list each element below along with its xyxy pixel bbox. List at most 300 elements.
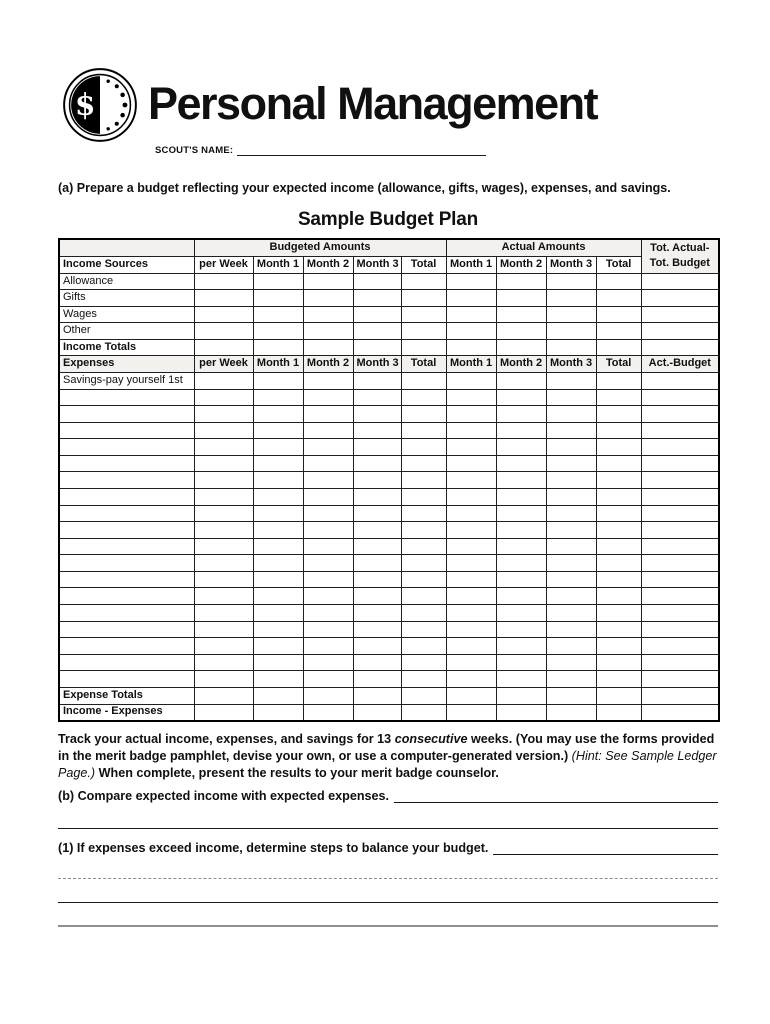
blank-cell[interactable] (546, 472, 596, 489)
blank-cell[interactable] (303, 505, 353, 522)
blank-cell[interactable] (496, 605, 546, 622)
blank-cell[interactable] (446, 339, 496, 356)
blank-cell[interactable] (596, 422, 641, 439)
blank-cell[interactable] (401, 306, 446, 323)
blank-cell[interactable] (546, 555, 596, 572)
blank-cell[interactable] (303, 522, 353, 539)
track-hint-italic: (Hint: See Sample Ledger Page.) (58, 749, 717, 780)
blank-cell[interactable] (253, 704, 303, 721)
blank-cell[interactable] (253, 422, 303, 439)
blank-cell[interactable] (546, 439, 596, 456)
blank-cell[interactable] (353, 372, 401, 389)
blank-cell[interactable] (303, 323, 353, 340)
blank-cell[interactable] (194, 389, 253, 406)
blank-cell[interactable] (303, 621, 353, 638)
blank-cell[interactable] (401, 439, 446, 456)
blank-cell[interactable] (596, 671, 641, 688)
blank-cell[interactable] (446, 489, 496, 506)
blank-cell[interactable] (546, 654, 596, 671)
blank-cell[interactable] (194, 505, 253, 522)
blank-cell[interactable] (194, 522, 253, 539)
blank-cell[interactable] (596, 489, 641, 506)
empty-expense-row (59, 422, 719, 439)
blank-cell[interactable] (303, 555, 353, 572)
blank-cell[interactable] (194, 654, 253, 671)
blank-cell[interactable] (194, 671, 253, 688)
blank-cell[interactable] (194, 538, 253, 555)
blank-cell[interactable] (446, 522, 496, 539)
blank-cell[interactable] (446, 389, 496, 406)
blank-cell[interactable] (596, 522, 641, 539)
blank-cell[interactable] (353, 588, 401, 605)
blank-cell[interactable] (194, 588, 253, 605)
blank-cell[interactable] (546, 687, 596, 704)
blank-cell[interactable] (303, 538, 353, 555)
blank-cell[interactable] (401, 704, 446, 721)
blank-cell[interactable] (401, 538, 446, 555)
blank-cell[interactable] (546, 489, 596, 506)
blank-cell[interactable] (401, 505, 446, 522)
blank-cell[interactable] (596, 406, 641, 423)
blank-cell[interactable] (303, 638, 353, 655)
blank-cell[interactable] (401, 522, 446, 539)
blank-cell[interactable] (496, 372, 546, 389)
blank-cell[interactable] (303, 339, 353, 356)
blank-cell[interactable] (641, 687, 719, 704)
empty-expense-row (59, 605, 719, 622)
blank-cell[interactable] (641, 621, 719, 638)
blank-cell[interactable] (401, 422, 446, 439)
answer-line[interactable] (58, 925, 718, 927)
blank-cell[interactable] (641, 704, 719, 721)
blank-cell[interactable] (546, 621, 596, 638)
blank-cell[interactable] (401, 339, 446, 356)
blank-cell[interactable] (546, 290, 596, 307)
blank-cell[interactable] (446, 406, 496, 423)
row-label (59, 422, 194, 439)
blank-cell[interactable] (353, 273, 401, 290)
blank-cell[interactable] (496, 472, 546, 489)
blank-cell[interactable] (353, 306, 401, 323)
blank-cell[interactable] (496, 489, 546, 506)
blank-cell[interactable] (353, 505, 401, 522)
answer-line[interactable] (58, 902, 718, 903)
blank-cell[interactable] (253, 505, 303, 522)
blank-cell[interactable] (303, 588, 353, 605)
blank-cell[interactable] (446, 472, 496, 489)
blank-cell[interactable] (401, 455, 446, 472)
blank-cell[interactable] (401, 571, 446, 588)
blank-cell[interactable] (446, 290, 496, 307)
blank-cell[interactable] (194, 455, 253, 472)
blank-cell[interactable] (496, 621, 546, 638)
blank-cell[interactable] (641, 339, 719, 356)
blank-cell[interactable] (596, 687, 641, 704)
blank-cell[interactable] (253, 339, 303, 356)
blank-cell[interactable] (253, 687, 303, 704)
row-label (59, 671, 194, 688)
blank-cell[interactable] (546, 323, 596, 340)
scout-name-blank[interactable] (237, 144, 486, 156)
blank-cell[interactable] (496, 273, 546, 290)
blank-cell[interactable] (546, 571, 596, 588)
blank-cell[interactable] (641, 571, 719, 588)
blank-cell[interactable] (496, 638, 546, 655)
blank-cell[interactable] (253, 671, 303, 688)
blank-cell[interactable] (353, 522, 401, 539)
blank-cell[interactable] (303, 273, 353, 290)
blank-cell[interactable] (496, 538, 546, 555)
blank-cell[interactable] (496, 439, 546, 456)
blank-cell[interactable] (253, 588, 303, 605)
blank-cell[interactable] (353, 472, 401, 489)
blank-cell[interactable] (401, 638, 446, 655)
empty-expense-row (59, 571, 719, 588)
blank-cell[interactable] (401, 588, 446, 605)
blank-cell[interactable] (303, 671, 353, 688)
row-label (59, 571, 194, 588)
blank-cell[interactable] (353, 704, 401, 721)
requirement-b1-row (58, 841, 718, 855)
blank-cell[interactable] (401, 472, 446, 489)
blank-cell[interactable] (596, 638, 641, 655)
blank-cell[interactable] (546, 306, 596, 323)
blank-cell[interactable] (194, 422, 253, 439)
blank-cell[interactable] (353, 671, 401, 688)
blank-cell[interactable] (546, 522, 596, 539)
blank-cell[interactable] (303, 704, 353, 721)
blank-cell[interactable] (596, 605, 641, 622)
blank-cell[interactable] (303, 605, 353, 622)
blank-cell[interactable] (546, 422, 596, 439)
total-header-line2: Tot. Budget (649, 257, 710, 270)
empty-expense-row (59, 489, 719, 506)
blank-cell[interactable] (596, 472, 641, 489)
blank-cell[interactable] (194, 605, 253, 622)
blank-cell[interactable] (253, 389, 303, 406)
empty-expense-row (59, 588, 719, 605)
blank-cell[interactable] (496, 290, 546, 307)
blank-cell[interactable] (641, 654, 719, 671)
blank-cell[interactable] (546, 538, 596, 555)
blank-cell[interactable] (596, 621, 641, 638)
empty-expense-row (59, 406, 719, 423)
blank-cell[interactable] (546, 505, 596, 522)
blank-cell[interactable] (446, 654, 496, 671)
blank-cell[interactable] (353, 687, 401, 704)
blank-cell[interactable] (194, 439, 253, 456)
blank-cell[interactable] (303, 406, 353, 423)
empty-expense-row (59, 555, 719, 572)
row-label (59, 654, 194, 671)
blank-cell[interactable] (446, 306, 496, 323)
blank-cell[interactable] (253, 621, 303, 638)
blank-cell[interactable] (641, 588, 719, 605)
blank-cell[interactable] (353, 290, 401, 307)
blank-cell[interactable] (353, 538, 401, 555)
blank-cell[interactable] (496, 455, 546, 472)
blank-cell[interactable] (353, 406, 401, 423)
blank-cell[interactable] (253, 290, 303, 307)
blank-cell[interactable] (641, 455, 719, 472)
blank-cell[interactable] (353, 323, 401, 340)
blank-cell[interactable] (303, 389, 353, 406)
blank-cell[interactable] (546, 455, 596, 472)
blank-cell[interactable] (401, 323, 446, 340)
blank-cell[interactable] (446, 455, 496, 472)
blank-cell[interactable] (303, 290, 353, 307)
budgeted-amounts-header: Budgeted Amounts (194, 239, 446, 256)
blank-cell[interactable] (596, 571, 641, 588)
blank-cell[interactable] (194, 406, 253, 423)
blank-cell[interactable] (496, 505, 546, 522)
blank-cell[interactable] (253, 306, 303, 323)
blank-cell[interactable] (401, 406, 446, 423)
blank-cell[interactable] (303, 472, 353, 489)
blank-cell[interactable] (596, 273, 641, 290)
column-header: Month 3 (353, 256, 401, 273)
blank-cell[interactable] (596, 555, 641, 572)
requirement-b1-answer-blank[interactable] (493, 842, 718, 855)
blank-cell[interactable] (353, 638, 401, 655)
blank-cell[interactable] (446, 571, 496, 588)
blank-cell[interactable] (253, 489, 303, 506)
blank-cell[interactable] (596, 538, 641, 555)
blank-cell[interactable] (446, 372, 496, 389)
blank-cell[interactable] (446, 422, 496, 439)
blank-cell[interactable] (641, 323, 719, 340)
empty-expense-row (59, 505, 719, 522)
blank-cell[interactable] (446, 621, 496, 638)
blank-cell[interactable] (446, 555, 496, 572)
blank-cell[interactable] (194, 372, 253, 389)
blank-cell[interactable] (401, 654, 446, 671)
blank-cell[interactable] (546, 389, 596, 406)
blank-cell[interactable] (641, 273, 719, 290)
blank-cell[interactable] (546, 372, 596, 389)
blank-cell[interactable] (446, 538, 496, 555)
blank-cell[interactable] (253, 571, 303, 588)
blank-cell[interactable] (353, 621, 401, 638)
blank-cell[interactable] (496, 671, 546, 688)
column-header: Month 1 (446, 356, 496, 373)
blank-cell[interactable] (303, 571, 353, 588)
blank-cell[interactable] (303, 306, 353, 323)
blank-cell[interactable] (253, 406, 303, 423)
blank-cell[interactable] (496, 306, 546, 323)
blank-cell[interactable] (401, 372, 446, 389)
blank-cell[interactable] (194, 571, 253, 588)
blank-cell[interactable] (353, 605, 401, 622)
blank-cell[interactable] (446, 588, 496, 605)
blank-cell[interactable] (446, 687, 496, 704)
blank-cell[interactable] (401, 671, 446, 688)
blank-cell[interactable] (496, 522, 546, 539)
blank-cell[interactable] (596, 704, 641, 721)
blank-cell[interactable] (641, 671, 719, 688)
answer-line[interactable] (58, 878, 718, 879)
blank-cell[interactable] (641, 389, 719, 406)
blank-cell[interactable] (496, 588, 546, 605)
actual-amounts-header: Actual Amounts (446, 239, 641, 256)
blank-cell[interactable] (401, 273, 446, 290)
blank-cell[interactable] (496, 406, 546, 423)
column-header: Month 2 (496, 256, 546, 273)
blank-cell[interactable] (401, 290, 446, 307)
blank-cell[interactable] (546, 605, 596, 622)
blank-cell[interactable] (596, 306, 641, 323)
blank-cell[interactable] (194, 306, 253, 323)
blank-cell[interactable] (194, 638, 253, 655)
blank-cell[interactable] (446, 605, 496, 622)
blank-cell[interactable] (496, 389, 546, 406)
blank-cell[interactable] (353, 555, 401, 572)
blank-cell[interactable] (401, 389, 446, 406)
blank-cell[interactable] (353, 422, 401, 439)
blank-cell[interactable] (496, 339, 546, 356)
blank-cell[interactable] (546, 339, 596, 356)
blank-cell[interactable] (496, 571, 546, 588)
blank-cell[interactable] (253, 323, 303, 340)
blank-cell[interactable] (596, 323, 641, 340)
blank-cell[interactable] (194, 555, 253, 572)
column-header: Month 2 (496, 356, 546, 373)
blank-cell[interactable] (641, 505, 719, 522)
blank-cell[interactable] (253, 273, 303, 290)
blank-cell[interactable] (303, 654, 353, 671)
blank-cell[interactable] (596, 439, 641, 456)
blank-cell[interactable] (641, 306, 719, 323)
blank-cell[interactable] (446, 671, 496, 688)
blank-cell[interactable] (253, 538, 303, 555)
blank-cell[interactable] (401, 621, 446, 638)
blank-cell[interactable] (546, 273, 596, 290)
blank-cell[interactable] (641, 522, 719, 539)
blank-cell[interactable] (253, 605, 303, 622)
blank-cell[interactable] (641, 422, 719, 439)
blank-cell[interactable] (353, 339, 401, 356)
blank-cell[interactable] (596, 455, 641, 472)
row-label (59, 489, 194, 506)
blank-cell[interactable] (353, 439, 401, 456)
blank-cell[interactable] (303, 422, 353, 439)
blank-cell[interactable] (446, 323, 496, 340)
blank-cell[interactable] (194, 489, 253, 506)
blank-cell[interactable] (194, 290, 253, 307)
blank-cell[interactable] (446, 505, 496, 522)
blank-cell[interactable] (194, 273, 253, 290)
blank-cell[interactable] (546, 638, 596, 655)
empty-expense-row (59, 522, 719, 539)
blank-cell[interactable] (401, 605, 446, 622)
blank-cell[interactable] (253, 654, 303, 671)
blank-cell[interactable] (446, 439, 496, 456)
answer-line[interactable] (58, 828, 718, 829)
expenses-header-row (59, 356, 719, 373)
blank-cell[interactable] (641, 489, 719, 506)
blank-cell[interactable] (641, 406, 719, 423)
blank-cell[interactable] (303, 489, 353, 506)
blank-cell[interactable] (496, 555, 546, 572)
column-header: Total (401, 256, 446, 273)
blank-cell[interactable] (496, 687, 546, 704)
blank-cell[interactable] (641, 605, 719, 622)
blank-cell[interactable] (641, 538, 719, 555)
blank-cell[interactable] (496, 323, 546, 340)
blank-cell[interactable] (353, 455, 401, 472)
blank-cell[interactable] (596, 372, 641, 389)
blank-cell[interactable] (446, 273, 496, 290)
blank-cell[interactable] (353, 571, 401, 588)
row-label: Savings-pay yourself 1st (59, 372, 194, 389)
blank-cell[interactable] (253, 472, 303, 489)
row-label: Gifts (59, 290, 194, 307)
blank-cell[interactable] (253, 372, 303, 389)
blank-cell[interactable] (446, 638, 496, 655)
blank-cell[interactable] (641, 555, 719, 572)
blank-cell[interactable] (401, 489, 446, 506)
blank-cell[interactable] (641, 439, 719, 456)
blank-cell[interactable] (596, 588, 641, 605)
blank-cell[interactable] (641, 372, 719, 389)
blank-cell[interactable] (194, 621, 253, 638)
blank-cell[interactable] (596, 389, 641, 406)
blank-cell[interactable] (401, 687, 446, 704)
blank-cell[interactable] (546, 704, 596, 721)
track-italic-consecutive: consecutive (394, 732, 468, 746)
expense-row (59, 372, 719, 389)
blank-cell[interactable] (253, 638, 303, 655)
blank-cell[interactable] (253, 555, 303, 572)
blank-cell[interactable] (641, 638, 719, 655)
blank-cell[interactable] (496, 654, 546, 671)
blank-cell[interactable] (546, 406, 596, 423)
blank-cell[interactable] (401, 555, 446, 572)
blank-cell[interactable] (546, 588, 596, 605)
blank-cell[interactable] (596, 290, 641, 307)
blank-cell[interactable] (546, 671, 596, 688)
column-header: Month 2 (303, 356, 353, 373)
blank-cell[interactable] (496, 704, 546, 721)
blank-cell[interactable] (353, 654, 401, 671)
blank-cell[interactable] (303, 455, 353, 472)
blank-cell[interactable] (194, 472, 253, 489)
blank-cell[interactable] (253, 522, 303, 539)
requirement-b-answer-blank[interactable] (394, 790, 718, 803)
empty-expense-row (59, 389, 719, 406)
blank-cell[interactable] (446, 704, 496, 721)
blank-cell[interactable] (641, 472, 719, 489)
blank-cell[interactable] (353, 389, 401, 406)
track-text-1: Track your actual income, expenses, and savings for 13 (58, 732, 395, 746)
blank-cell[interactable] (596, 505, 641, 522)
blank-cell[interactable] (194, 323, 253, 340)
blank-cell[interactable] (194, 704, 253, 721)
blank-cell[interactable] (353, 489, 401, 506)
blank-cell[interactable] (194, 687, 253, 704)
blank-cell[interactable] (641, 290, 719, 307)
blank-cell[interactable] (496, 422, 546, 439)
column-header: Month 1 (446, 256, 496, 273)
blank-cell[interactable] (596, 339, 641, 356)
blank-cell[interactable] (303, 439, 353, 456)
blank-cell[interactable] (596, 654, 641, 671)
blank-cell[interactable] (303, 372, 353, 389)
blank-cell[interactable] (194, 339, 253, 356)
blank-cell[interactable] (303, 687, 353, 704)
blank-cell[interactable] (253, 455, 303, 472)
blank-cell[interactable] (253, 439, 303, 456)
